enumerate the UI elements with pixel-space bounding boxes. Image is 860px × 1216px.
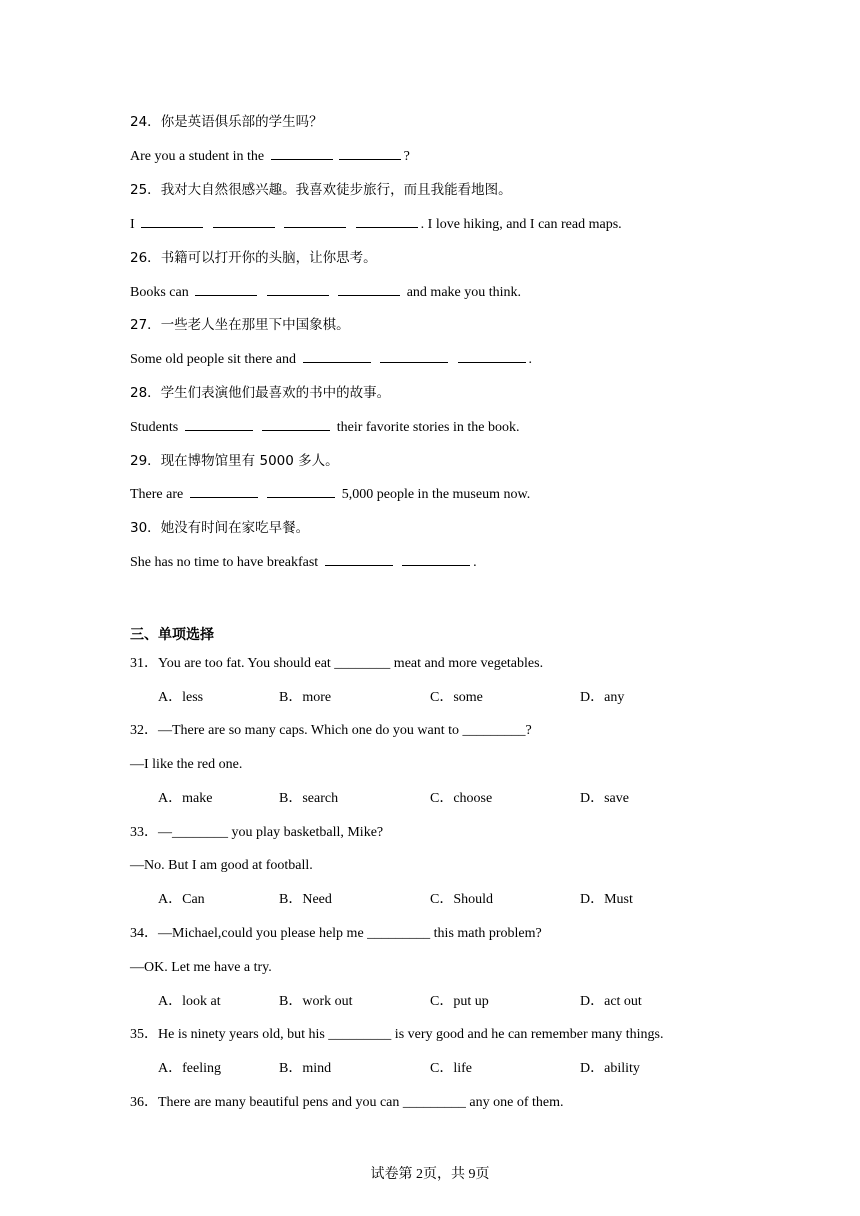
question-32-response: —I like the red one. xyxy=(130,757,243,772)
question-29-english: There are 5,000 people in the museum now. xyxy=(130,487,531,502)
option-a[interactable]: A．feeling xyxy=(158,1061,221,1076)
question-24-english: Are you a student in the ? xyxy=(130,149,410,164)
option-d[interactable]: D．act out xyxy=(580,994,642,1009)
answer-blank[interactable] xyxy=(339,147,401,160)
answer-blank[interactable] xyxy=(213,215,275,228)
question-33-response: —No. But I am good at football. xyxy=(130,858,313,873)
option-d[interactable]: D．ability xyxy=(580,1061,640,1076)
section-title: 三、单项选择 xyxy=(130,627,214,643)
answer-blank[interactable] xyxy=(190,485,258,498)
question-35-options xyxy=(158,1060,758,1078)
question-36-stem: 36．There are many beautiful pens and you can _________ any one of them. xyxy=(130,1095,564,1110)
question-27-english: Some old people sit there and . xyxy=(130,352,533,367)
answer-blank[interactable] xyxy=(325,553,393,566)
question-26-english: Books can and make you think. xyxy=(130,285,522,300)
answer-blank[interactable] xyxy=(402,553,470,566)
question-25-english: I . I love hiking, and I can read maps. xyxy=(130,217,622,232)
question-33-options xyxy=(158,891,758,909)
question-26-chinese: 26．书籍可以打开你的头脑，让你思考。 xyxy=(130,250,377,266)
option-b[interactable]: B．mind xyxy=(279,1061,332,1076)
answer-blank[interactable] xyxy=(195,283,257,296)
question-25-chinese: 25．我对大自然很感兴趣。我喜欢徒步旅行，而且我能看地图。 xyxy=(130,182,512,198)
page-footer: 试卷第 2页，共 9页 xyxy=(370,1167,490,1182)
question-30-chinese: 30．她没有时间在家吃早餐。 xyxy=(130,520,310,536)
answer-blank[interactable] xyxy=(356,215,418,228)
question-34-response: —OK. Let me have a try. xyxy=(130,960,272,975)
answer-blank[interactable] xyxy=(267,485,335,498)
option-d[interactable]: D．Must xyxy=(580,892,633,907)
option-b[interactable]: B．Need xyxy=(279,892,332,907)
question-28-chinese: 28．学生们表演他们最喜欢的书中的故事。 xyxy=(130,385,391,401)
option-a[interactable]: A．less xyxy=(158,690,204,705)
answer-blank[interactable] xyxy=(262,418,330,431)
question-30-english: She has no time to have breakfast . xyxy=(130,555,477,570)
option-d[interactable]: D．save xyxy=(580,791,629,806)
answer-blank[interactable] xyxy=(303,350,371,363)
option-c[interactable]: C．life xyxy=(430,1061,472,1076)
question-31-options xyxy=(158,689,758,707)
option-b[interactable]: B．more xyxy=(279,690,332,705)
answer-blank[interactable] xyxy=(185,418,253,431)
question-32-stem: 32．—There are so many caps. Which one do you want to _________? xyxy=(130,723,532,738)
option-a[interactable]: A．make xyxy=(158,791,213,806)
option-b[interactable]: B．work out xyxy=(279,994,353,1009)
question-24-chinese: 24．你是英语俱乐部的学生吗？ xyxy=(130,114,323,130)
answer-blank[interactable] xyxy=(141,215,203,228)
answer-blank[interactable] xyxy=(267,283,329,296)
option-b[interactable]: B．search xyxy=(279,791,339,806)
option-c[interactable]: C．put up xyxy=(430,994,489,1009)
question-31-stem: 31．You are too fat. You should eat ________ meat and more vegetables. xyxy=(130,656,544,671)
question-28-english: Students their favorite stories in the book. xyxy=(130,420,520,435)
option-c[interactable]: C．Should xyxy=(430,892,494,907)
answer-blank[interactable] xyxy=(284,215,346,228)
option-c[interactable]: C．some xyxy=(430,690,483,705)
answer-blank[interactable] xyxy=(271,147,333,160)
question-32-options xyxy=(158,790,758,808)
question-29-chinese: 29．现在博物馆里有 5000 多人。 xyxy=(130,453,339,469)
answer-blank[interactable] xyxy=(380,350,448,363)
question-27-chinese: 27．一些老人坐在那里下中国象棋。 xyxy=(130,317,350,333)
option-d[interactable]: D．any xyxy=(580,690,625,705)
answer-blank[interactable] xyxy=(338,283,400,296)
question-35-stem: 35．He is ninety years old, but his _________ is very good and he can remember many things. xyxy=(130,1027,664,1042)
option-a[interactable]: A．Can xyxy=(158,892,205,907)
question-33-stem: 33．—________ you play basketball, Mike? xyxy=(130,825,384,840)
question-34-stem: 34．—Michael,could you please help me _________ this math problem? xyxy=(130,926,542,941)
question-34-options xyxy=(158,993,758,1011)
answer-blank[interactable] xyxy=(458,350,526,363)
option-c[interactable]: C．choose xyxy=(430,791,493,806)
option-a[interactable]: A．look at xyxy=(158,994,221,1009)
